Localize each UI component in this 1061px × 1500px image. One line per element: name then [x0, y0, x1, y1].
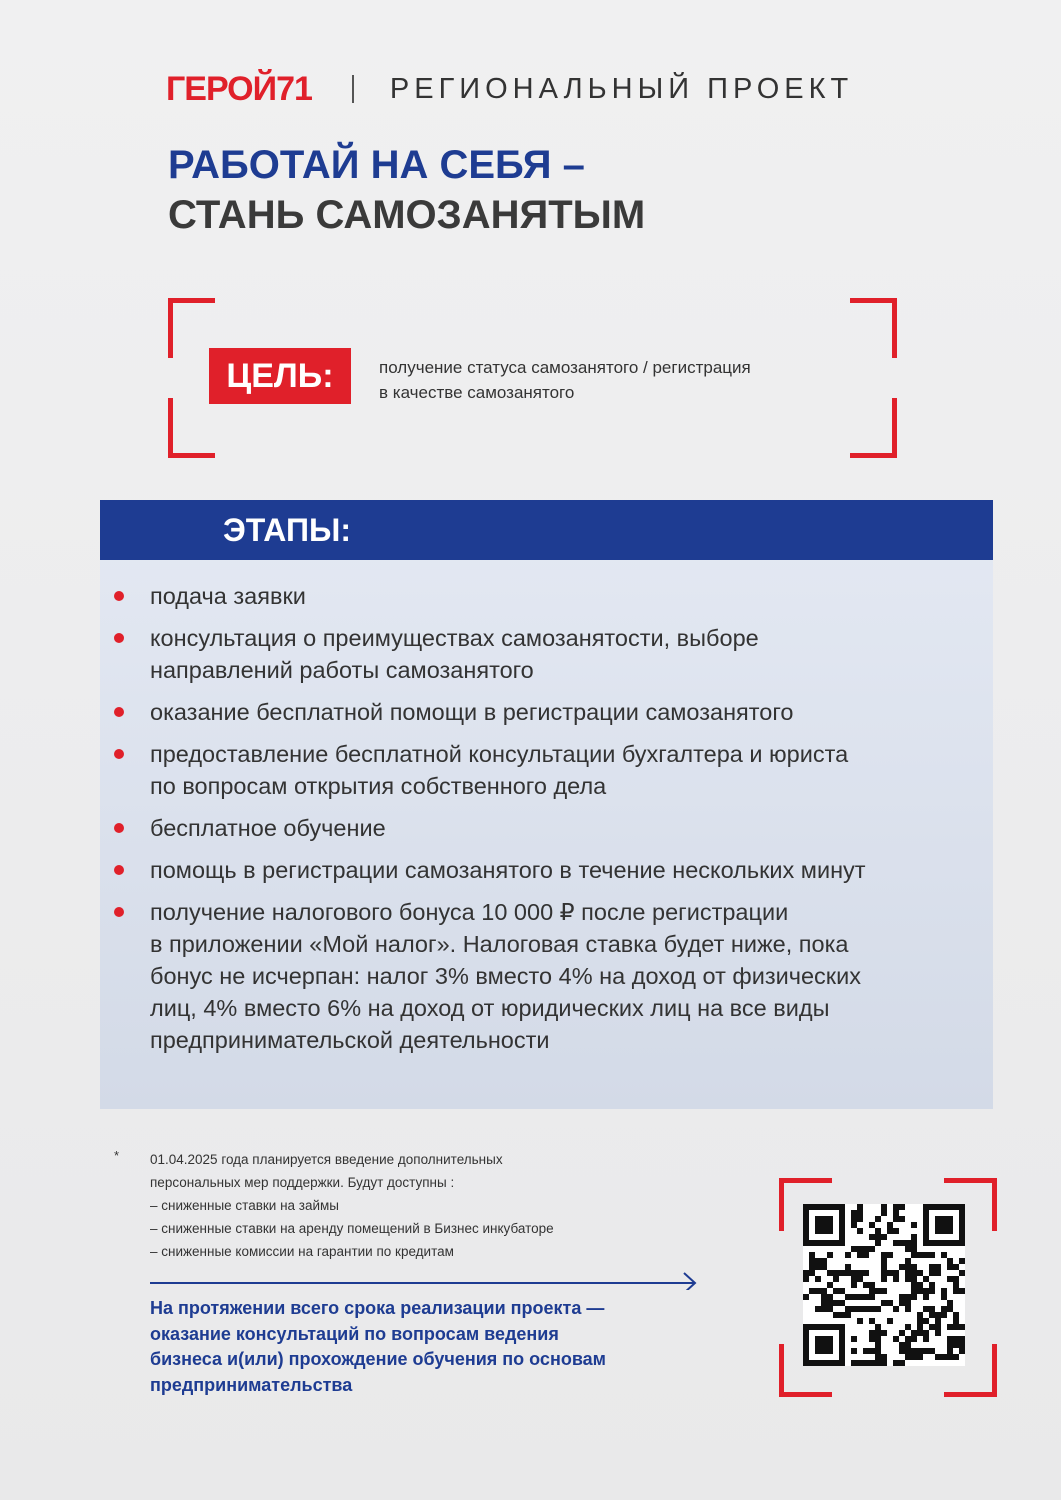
goal-frame-corner-bottom-right [850, 398, 897, 458]
goal-frame-corner-bottom-left [168, 398, 215, 458]
bullet-icon [114, 633, 124, 643]
goal-text [379, 355, 859, 405]
stage-item [150, 854, 963, 886]
stage-item [150, 738, 963, 802]
stage-item-line: в приложении «Мой налог». Налоговая ставка будет ниже, пока [150, 931, 849, 957]
cta-line: оказание консультаций по вопросам ведения [150, 1323, 559, 1344]
bullet-icon [114, 865, 124, 875]
bullet-icon [114, 707, 124, 717]
footnote [150, 1148, 670, 1263]
title-line-2: СТАНЬ САМОЗАНЯТЫМ [168, 193, 646, 237]
stage-item [150, 812, 963, 844]
title-line-1: РАБОТАЙ НА СЕБЯ – [168, 143, 585, 187]
bullet-icon [114, 907, 124, 917]
stage-item [150, 696, 963, 728]
stage-item-line: лиц, 4% вместо 6% на доход от юридических лиц на все виды [150, 995, 830, 1021]
stages-list [100, 560, 993, 1056]
footnote-line: 01.04.2025 года планируется введение дополнительных [150, 1152, 503, 1167]
bullet-icon [114, 823, 124, 833]
footnote-line: персональных мер поддержки. Будут доступны : [150, 1175, 455, 1190]
arrow-right-icon [150, 1270, 700, 1290]
stage-item-line: бесплатное обучение [150, 815, 386, 841]
stages-header: ЭТАПЫ: [100, 500, 993, 560]
stage-item-line: подача заявки [150, 583, 306, 609]
cta-line: бизнеса и(или) прохождение обучения по основам [150, 1349, 606, 1369]
stage-item-line: бонус не исчерпан: налог 3% вместо 4% на доход от физических [150, 963, 861, 989]
stage-item-line: по вопросам открытия собственного дела [150, 773, 607, 799]
stage-item-line: помощь в регистрации самозанятого в течение нескольких минут [150, 857, 866, 883]
footnote-line: – сниженные комиссии на гарантии по кредитам [150, 1244, 454, 1259]
goal-frame-corner-top-left [168, 298, 215, 358]
stage-item-line: консультация о преимуществах самозанятости, выборе [150, 625, 759, 651]
stage-item-line: направлений работы самозанятого [150, 657, 534, 683]
goal-badge: ЦЕЛЬ: [209, 348, 351, 404]
goal-text-line: получение статуса самозанятого / регистрация [379, 358, 751, 377]
header-divider [352, 75, 354, 103]
qr-code-icon[interactable] [803, 1204, 965, 1366]
cta-line: предпринимательства [150, 1374, 353, 1395]
stage-item-line: предоставление бесплатной консультации бухгалтера и юриста [150, 741, 849, 767]
goal-text-line: в качестве самозанятого [379, 383, 575, 402]
stages-panel [100, 500, 993, 1109]
stage-item-line: предпринимательской деятельности [150, 1027, 550, 1053]
cta-line: На протяжении всего срока реализации проекта — [150, 1298, 605, 1318]
page-title [168, 140, 645, 240]
footnote-line: – сниженные ставки на аренду помещений в Бизнес инкубаторе [150, 1221, 554, 1236]
stage-item [150, 580, 963, 612]
bullet-icon [114, 591, 124, 601]
header [166, 66, 853, 112]
stage-item [150, 622, 963, 686]
stage-item-line: получение налогового бонуса 10 000 ₽ после регистрации [150, 899, 789, 925]
footnote-marker: * [114, 1148, 120, 1163]
footnote-line: – сниженные ставки на займы [150, 1198, 340, 1213]
goal-frame-corner-top-right [850, 298, 897, 358]
logo: ГЕРОЙ71 [166, 69, 312, 108]
cta-text [150, 1296, 690, 1398]
stage-item [150, 896, 963, 1056]
bullet-icon [114, 749, 124, 759]
project-label: РЕГИОНАЛЬНЫЙ ПРОЕКТ [389, 72, 854, 105]
stage-item-line: оказание бесплатной помощи в регистрации самозанятого [150, 699, 794, 725]
